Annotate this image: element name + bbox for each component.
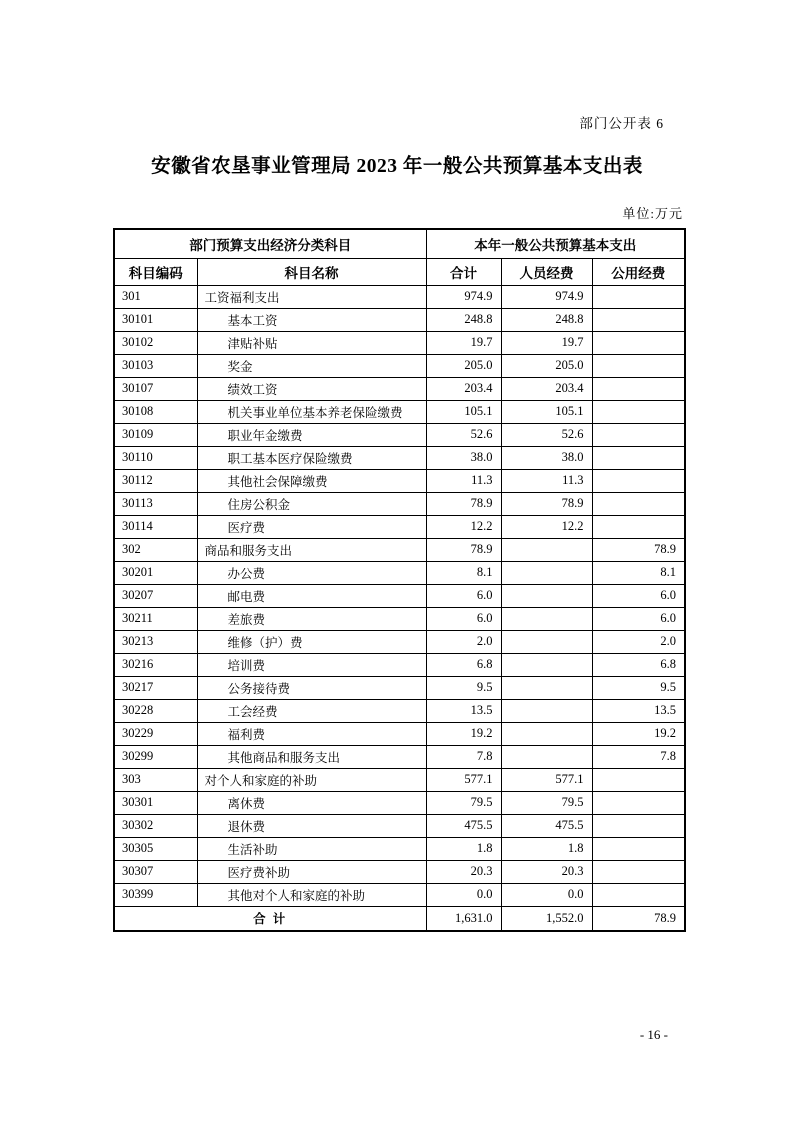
- table-row: [114, 285, 685, 308]
- total-row-label: 合 计: [114, 906, 426, 931]
- subject-code-cell: 30228: [114, 699, 197, 722]
- public-amount-cell: 19.2: [592, 722, 685, 745]
- table-row: [114, 446, 685, 469]
- column-header-code: 科目编码: [114, 258, 197, 285]
- table-row: [114, 331, 685, 354]
- public-amount-cell: [592, 354, 685, 377]
- column-header-total: 合计: [426, 258, 501, 285]
- budget-table: [113, 228, 686, 932]
- subject-name-cell: 对个人和家庭的补助: [197, 768, 426, 791]
- public-amount-cell: [592, 860, 685, 883]
- personnel-amount-cell: [501, 561, 592, 584]
- total-amount-cell: 8.1: [426, 561, 501, 584]
- subject-name-cell: 公务接待费: [197, 676, 426, 699]
- personnel-amount-cell: [501, 653, 592, 676]
- public-amount-cell: [592, 768, 685, 791]
- subject-code-cell: 30103: [114, 354, 197, 377]
- table-row: [114, 745, 685, 768]
- public-amount-cell: 8.1: [592, 561, 685, 584]
- personnel-amount-cell: [501, 538, 592, 561]
- public-amount-cell: [592, 515, 685, 538]
- subject-name-cell: 生活补助: [197, 837, 426, 860]
- page-number: - 16 -: [639, 1027, 668, 1042]
- total-amount-cell: 248.8: [426, 308, 501, 331]
- column-header-public: 公用经费: [592, 258, 685, 285]
- table-row: [114, 377, 685, 400]
- subject-code-cell: 30109: [114, 423, 197, 446]
- column-header-name: 科目名称: [197, 258, 426, 285]
- group-header-right: 本年一般公共预算基本支出: [426, 229, 685, 258]
- subject-code-cell: 30101: [114, 308, 197, 331]
- public-amount-cell: 7.8: [592, 745, 685, 768]
- subject-name-cell: 绩效工资: [197, 377, 426, 400]
- personnel-amount-cell: 11.3: [501, 469, 592, 492]
- subject-code-cell: 30229: [114, 722, 197, 745]
- subject-name-cell: 医疗费补助: [197, 860, 426, 883]
- table-row: [114, 860, 685, 883]
- total-amount-cell: 2.0: [426, 630, 501, 653]
- subject-name-cell: 奖金: [197, 354, 426, 377]
- public-amount-cell: 78.9: [592, 906, 685, 931]
- personnel-amount-cell: 248.8: [501, 308, 592, 331]
- subject-code-cell: 30302: [114, 814, 197, 837]
- table-row: [114, 607, 685, 630]
- subject-name-cell: 住房公积金: [197, 492, 426, 515]
- column-header-personnel: 人员经费: [501, 258, 592, 285]
- table-row: [114, 768, 685, 791]
- subject-name-cell: 工会经费: [197, 699, 426, 722]
- subject-name-cell: 离休费: [197, 791, 426, 814]
- subject-name-cell: 工资福利支出: [197, 285, 426, 308]
- total-amount-cell: 205.0: [426, 354, 501, 377]
- personnel-amount-cell: [501, 745, 592, 768]
- total-amount-cell: 7.8: [426, 745, 501, 768]
- table-row: [114, 308, 685, 331]
- table-row: [114, 791, 685, 814]
- public-amount-cell: 6.0: [592, 584, 685, 607]
- subject-code-cell: 30207: [114, 584, 197, 607]
- subject-code-cell: 30399: [114, 883, 197, 906]
- table-row: [114, 676, 685, 699]
- subject-name-cell: 职业年金缴费: [197, 423, 426, 446]
- table-row: [114, 653, 685, 676]
- subject-name-cell: 维修（护）费: [197, 630, 426, 653]
- total-amount-cell: 20.3: [426, 860, 501, 883]
- total-amount-cell: 203.4: [426, 377, 501, 400]
- unit-label: 单位:万元: [622, 206, 683, 221]
- public-amount-cell: [592, 377, 685, 400]
- table-row: [114, 722, 685, 745]
- subject-name-cell: 邮电费: [197, 584, 426, 607]
- subject-code-cell: 30102: [114, 331, 197, 354]
- total-amount-cell: 0.0: [426, 883, 501, 906]
- total-amount-cell: 78.9: [426, 538, 501, 561]
- total-amount-cell: 38.0: [426, 446, 501, 469]
- total-amount-cell: 11.3: [426, 469, 501, 492]
- public-amount-cell: [592, 814, 685, 837]
- subject-name-cell: 职工基本医疗保险缴费: [197, 446, 426, 469]
- subject-code-cell: 30305: [114, 837, 197, 860]
- subject-code-cell: 30201: [114, 561, 197, 584]
- personnel-amount-cell: 19.7: [501, 331, 592, 354]
- public-amount-cell: [592, 400, 685, 423]
- total-amount-cell: 52.6: [426, 423, 501, 446]
- page-title: 安徽省农垦事业管理局 2023 年一般公共预算基本支出表: [151, 156, 643, 177]
- total-amount-cell: 475.5: [426, 814, 501, 837]
- personnel-amount-cell: 78.9: [501, 492, 592, 515]
- table-row: [114, 630, 685, 653]
- total-amount-cell: 6.0: [426, 607, 501, 630]
- column-header-row: [114, 258, 685, 285]
- total-amount-cell: 6.0: [426, 584, 501, 607]
- table-row: [114, 423, 685, 446]
- total-amount-cell: 105.1: [426, 400, 501, 423]
- subject-name-cell: 津贴补贴: [197, 331, 426, 354]
- personnel-amount-cell: 12.2: [501, 515, 592, 538]
- subject-name-cell: 其他社会保障缴费: [197, 469, 426, 492]
- subject-code-cell: 30213: [114, 630, 197, 653]
- total-amount-cell: 1.8: [426, 837, 501, 860]
- public-amount-cell: [592, 331, 685, 354]
- personnel-amount-cell: [501, 699, 592, 722]
- subject-code-cell: 30113: [114, 492, 197, 515]
- table-row: [114, 883, 685, 906]
- total-amount-cell: 974.9: [426, 285, 501, 308]
- total-amount-cell: 19.7: [426, 331, 501, 354]
- subject-code-cell: 303: [114, 768, 197, 791]
- personnel-amount-cell: 577.1: [501, 768, 592, 791]
- subject-name-cell: 办公费: [197, 561, 426, 584]
- public-amount-cell: 2.0: [592, 630, 685, 653]
- subject-name-cell: 退休费: [197, 814, 426, 837]
- total-row: [114, 906, 685, 931]
- table-row: [114, 584, 685, 607]
- personnel-amount-cell: 974.9: [501, 285, 592, 308]
- subject-name-cell: 其他对个人和家庭的补助: [197, 883, 426, 906]
- personnel-amount-cell: [501, 584, 592, 607]
- personnel-amount-cell: 20.3: [501, 860, 592, 883]
- public-amount-cell: [592, 285, 685, 308]
- personnel-amount-cell: 105.1: [501, 400, 592, 423]
- personnel-amount-cell: 79.5: [501, 791, 592, 814]
- table-row: [114, 814, 685, 837]
- total-amount-cell: 1,631.0: [426, 906, 501, 931]
- personnel-amount-cell: 475.5: [501, 814, 592, 837]
- public-amount-cell: [592, 883, 685, 906]
- budget-table-body: [114, 285, 685, 931]
- subject-name-cell: 商品和服务支出: [197, 538, 426, 561]
- subject-code-cell: 30299: [114, 745, 197, 768]
- table-row: [114, 469, 685, 492]
- subject-code-cell: 30114: [114, 515, 197, 538]
- total-amount-cell: 9.5: [426, 676, 501, 699]
- subject-name-cell: 差旅费: [197, 607, 426, 630]
- subject-code-cell: 30110: [114, 446, 197, 469]
- subject-name-cell: 机关事业单位基本养老保险缴费: [197, 400, 426, 423]
- public-amount-cell: [592, 837, 685, 860]
- subject-code-cell: 30107: [114, 377, 197, 400]
- subject-name-cell: 福利费: [197, 722, 426, 745]
- personnel-amount-cell: [501, 607, 592, 630]
- public-amount-cell: 6.0: [592, 607, 685, 630]
- table-row: [114, 837, 685, 860]
- personnel-amount-cell: [501, 722, 592, 745]
- subject-name-cell: 基本工资: [197, 308, 426, 331]
- public-amount-cell: [592, 446, 685, 469]
- corner-label: 部门公开表 6: [579, 116, 664, 131]
- total-amount-cell: 12.2: [426, 515, 501, 538]
- group-header-row: [114, 229, 685, 258]
- public-amount-cell: 9.5: [592, 676, 685, 699]
- total-amount-cell: 13.5: [426, 699, 501, 722]
- group-header-left: 部门预算支出经济分类科目: [114, 229, 426, 258]
- total-amount-cell: 79.5: [426, 791, 501, 814]
- personnel-amount-cell: 38.0: [501, 446, 592, 469]
- total-amount-cell: 6.8: [426, 653, 501, 676]
- subject-code-cell: 30301: [114, 791, 197, 814]
- subject-code-cell: 30307: [114, 860, 197, 883]
- total-amount-cell: 78.9: [426, 492, 501, 515]
- subject-name-cell: 其他商品和服务支出: [197, 745, 426, 768]
- public-amount-cell: 13.5: [592, 699, 685, 722]
- subject-code-cell: 30108: [114, 400, 197, 423]
- subject-name-cell: 医疗费: [197, 515, 426, 538]
- table-row: [114, 699, 685, 722]
- table-row: [114, 515, 685, 538]
- personnel-amount-cell: 52.6: [501, 423, 592, 446]
- personnel-amount-cell: [501, 630, 592, 653]
- public-amount-cell: 6.8: [592, 653, 685, 676]
- public-amount-cell: [592, 492, 685, 515]
- personnel-amount-cell: 205.0: [501, 354, 592, 377]
- public-amount-cell: [592, 423, 685, 446]
- subject-code-cell: 30112: [114, 469, 197, 492]
- total-amount-cell: 19.2: [426, 722, 501, 745]
- subject-code-cell: 30217: [114, 676, 197, 699]
- personnel-amount-cell: 203.4: [501, 377, 592, 400]
- table-row: [114, 354, 685, 377]
- subject-name-cell: 培训费: [197, 653, 426, 676]
- total-amount-cell: 577.1: [426, 768, 501, 791]
- personnel-amount-cell: 0.0: [501, 883, 592, 906]
- subject-code-cell: 30211: [114, 607, 197, 630]
- subject-code-cell: 301: [114, 285, 197, 308]
- table-row: [114, 400, 685, 423]
- personnel-amount-cell: [501, 676, 592, 699]
- table-row: [114, 561, 685, 584]
- table-row: [114, 492, 685, 515]
- subject-code-cell: 302: [114, 538, 197, 561]
- personnel-amount-cell: 1,552.0: [501, 906, 592, 931]
- public-amount-cell: [592, 469, 685, 492]
- public-amount-cell: [592, 791, 685, 814]
- subject-code-cell: 30216: [114, 653, 197, 676]
- table-row: [114, 538, 685, 561]
- personnel-amount-cell: 1.8: [501, 837, 592, 860]
- public-amount-cell: [592, 308, 685, 331]
- public-amount-cell: 78.9: [592, 538, 685, 561]
